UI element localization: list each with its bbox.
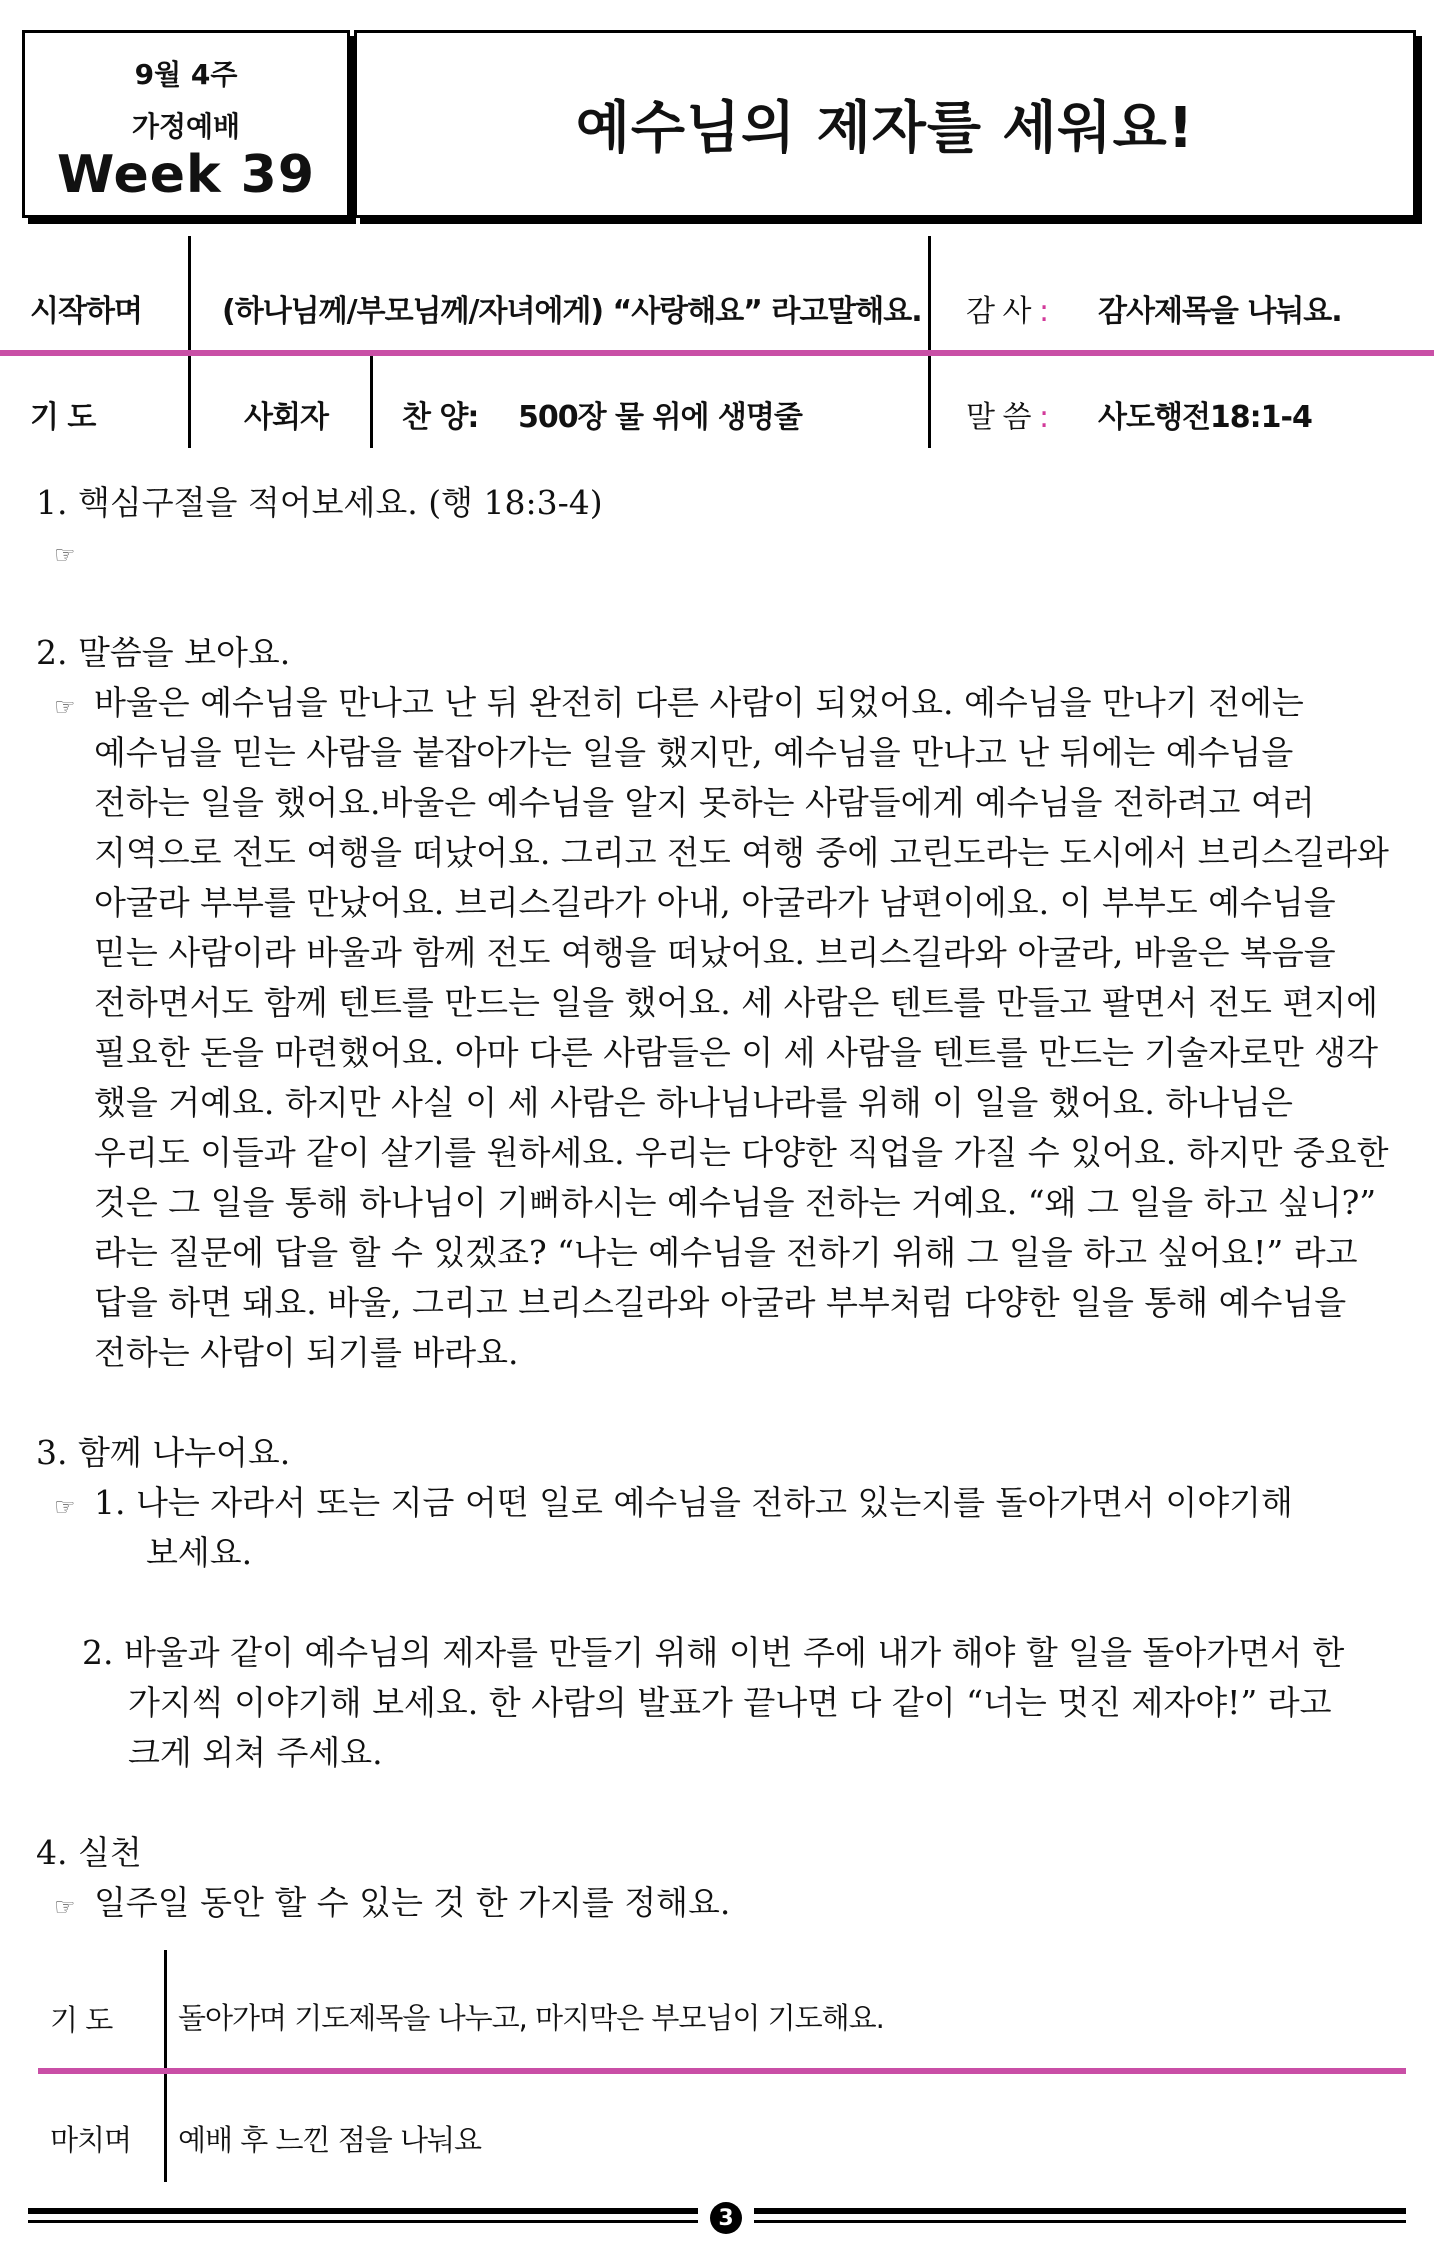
pointing-hand-icon: ☞ <box>54 1893 76 1921</box>
divider <box>188 236 191 448</box>
title-box <box>354 30 1416 218</box>
section3-heading: 3. 함께 나누어요. <box>36 1433 291 1472</box>
scripture-line: 전하는 사람이 되기를 바라요. <box>94 1333 519 1372</box>
week-info-box <box>22 30 350 218</box>
scripture-line: 것은 그 일을 통해 하나님이 기뻐하시는 예수님을 전하는 거예요. “왜 그 일을 하고 싶니?” <box>94 1183 1377 1222</box>
question-1-line: 보세요. <box>146 1533 253 1572</box>
question-2-line: 가지씩 이야기해 보세요. 한 사람의 발표가 끝나면 다 같이 “너는 멋진 제자야!” 라고 <box>128 1683 1332 1722</box>
week-subtitle: 가정예배 <box>131 110 241 143</box>
scripture-label <box>966 392 1048 436</box>
thanks-label <box>966 286 1048 330</box>
closing-prayer-content: 돌아가며 기도제목을 나누고, 마지막은 부모님이 기도해요. <box>178 2001 884 2035</box>
scripture-line: 예수님을 믿는 사람을 붙잡아가는 일을 했지만, 예수님을 만나고 난 뒤에는 예수님을 <box>94 733 1294 772</box>
divider <box>928 236 931 448</box>
scripture-line: 바울은 예수님을 만나고 난 뒤 완전히 다른 사람이 되었어요. 예수님을 만나기 전에는 <box>94 683 1304 722</box>
pointing-hand-icon: ☞ <box>54 693 76 721</box>
pointing-hand-icon: ☞ <box>54 541 76 569</box>
question-2-line: 2. 바울과 같이 예수님의 제자를 만들기 위해 이번 주에 내가 해야 할 일을 돌아가면서 한 <box>82 1633 1345 1672</box>
thanks-content: 감사제목을 나눠요. <box>1098 294 1342 329</box>
start-label: 시작하며 <box>30 294 142 329</box>
scripture-line: 했을 거예요. 하지만 사실 이 세 사람은 하나님나라를 위해 이 일을 했어요. 하나님은 <box>94 1083 1293 1122</box>
scripture-line: 믿는 사람이라 바울과 함께 전도 여행을 떠났어요. 브리스길라와 아굴라, 바울은 복음을 <box>94 933 1336 972</box>
leader-label: 사회자 <box>244 400 328 435</box>
thanks-colon: : <box>1039 294 1049 329</box>
divider <box>370 356 373 448</box>
footer-rule-right-thin <box>754 2220 1406 2223</box>
page-number: 3 <box>710 2202 742 2234</box>
scripture-content: 사도행전18:1-4 <box>1098 400 1312 435</box>
scripture-line: 우리도 이들과 같이 살기를 원하세요. 우리는 다양한 직업을 가질 수 있어요. 하지만 중요한 <box>94 1133 1389 1172</box>
scripture-line: 전하면서도 함께 텐트를 만드는 일을 했어요. 세 사람은 텐트를 만들고 팔면서 전도 편지에 <box>94 983 1378 1022</box>
page-title: 예수님의 제자를 세워요! <box>575 96 1195 161</box>
scripture-line: 필요한 돈을 마련했어요. 아마 다른 사람들은 이 세 사람을 텐트를 만드는 기술자로만 생각 <box>94 1033 1378 1072</box>
week-number: Week 39 <box>56 145 316 205</box>
week-date: 9월 4주 <box>134 58 238 91</box>
prayer-label: 기 도 <box>30 400 96 435</box>
footer-rule-left <box>28 2208 698 2214</box>
ending-label: 마치며 <box>50 2123 132 2157</box>
pink-divider <box>38 2068 1406 2074</box>
scripture-line: 답을 하면 돼요. 바울, 그리고 브리스길라와 아굴라 부부처럼 다양한 일을 통해 예수님을 <box>94 1283 1347 1322</box>
question-2-line: 크게 외쳐 주세요. <box>128 1733 383 1772</box>
pink-divider <box>0 350 1434 356</box>
section2-heading: 2. 말씀을 보아요. <box>36 633 291 672</box>
scripture-line: 라는 질문에 답을 할 수 있겠죠? “나는 예수님을 전하기 위해 그 일을 하고 싶어요!” 라고 <box>94 1233 1358 1272</box>
hymn-label: 찬 양: <box>402 400 479 435</box>
section4-heading: 4. 실천 <box>36 1833 142 1872</box>
scripture-colon: : <box>1039 400 1049 435</box>
scripture-label-text: 말 씀 <box>966 400 1031 435</box>
pointing-hand-icon: ☞ <box>54 1493 76 1521</box>
practice-line: 일주일 동안 할 수 있는 것 한 가지를 정해요. <box>94 1883 731 1922</box>
ending-content: 예배 후 느낀 점을 나눠요 <box>178 2123 482 2157</box>
hymn-content: 500장 물 위에 생명줄 <box>518 400 802 435</box>
scripture-line: 아굴라 부부를 만났어요. 브리스길라가 아내, 아굴라가 남편이에요. 이 부부도 예수님을 <box>94 883 1336 922</box>
question-1-line: 1. 나는 자라서 또는 지금 어떤 일로 예수님을 전하고 있는지를 돌아가면서 이야기해 <box>94 1483 1293 1522</box>
scripture-line: 지역으로 전도 여행을 떠났어요. 그리고 전도 여행 중에 고린도라는 도시에서 브리스길라와 <box>94 833 1389 872</box>
section1-heading: 1. 핵심구절을 적어보세요. (행 18:3-4) <box>36 483 603 522</box>
divider <box>164 1950 167 2182</box>
closing-prayer-label: 기 도 <box>50 2003 113 2037</box>
thanks-label-text: 감 사 <box>966 294 1031 329</box>
footer-rule-left-thin <box>28 2220 698 2223</box>
start-content: (하나님께/부모님께/자녀에게) “사랑해요” 라고말해요. <box>222 294 922 329</box>
scripture-line: 전하는 일을 했어요.바울은 예수님을 알지 못하는 사람들에게 예수님을 전하려고 여러 <box>94 783 1315 822</box>
footer-rule-right <box>754 2208 1406 2214</box>
